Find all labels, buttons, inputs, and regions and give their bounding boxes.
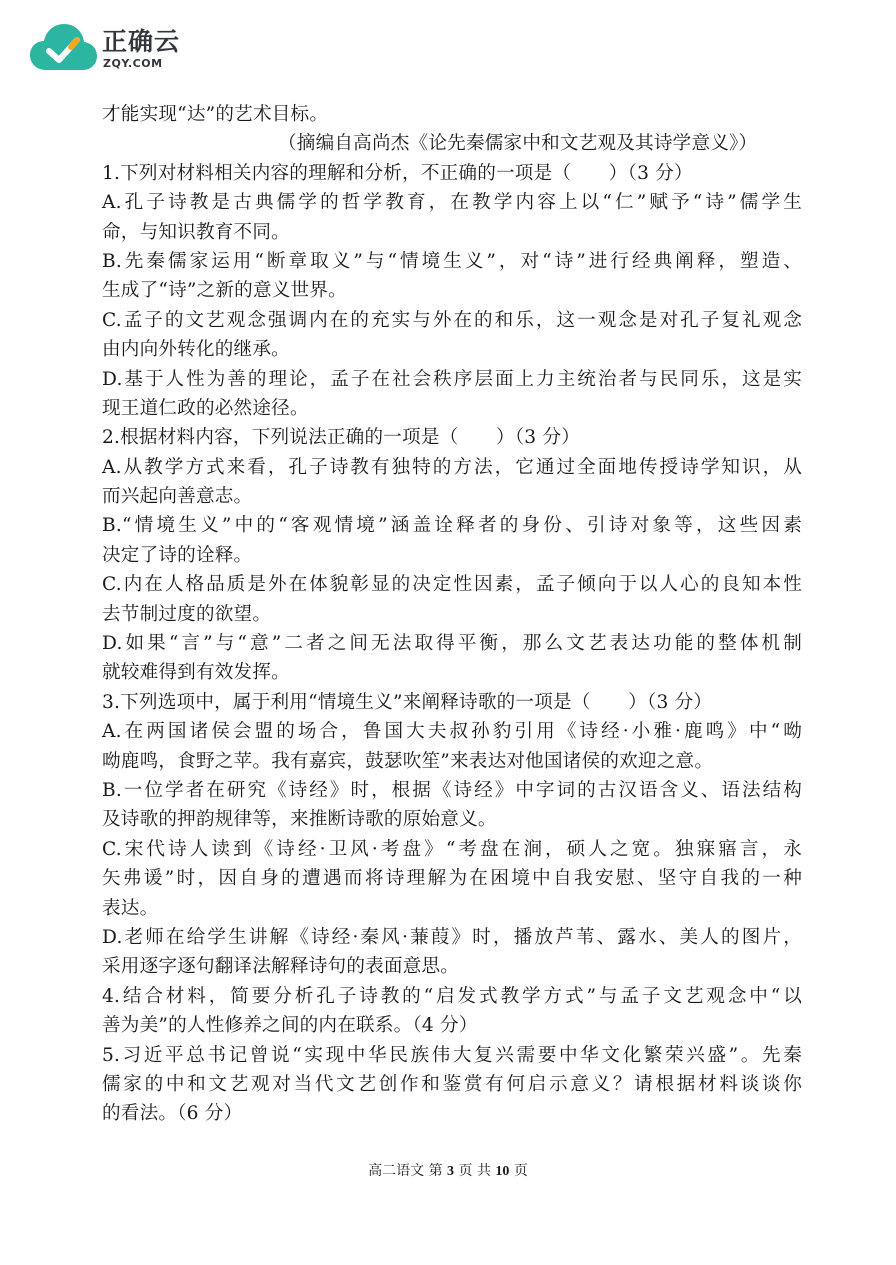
q1-option-b: B.先秦儒家运用“断章取义”与“情境生义”，对“诗”进行经典阐释，塑造、 bbox=[102, 250, 802, 272]
logo-name: 正确云 bbox=[102, 27, 181, 56]
source-citation: （摘编自高尚杰《论先秦儒家中和文艺观及其诗学意义》） bbox=[278, 133, 758, 155]
q3-option-a: A.在两国诸侯会盟的场合，鲁国大夫叔孙豹引用《诗经·小雅·鹿鸣》中“呦 bbox=[102, 721, 802, 743]
document-body bbox=[102, 100, 802, 1129]
q2-option-a-cont: 而兴起向善意志。 bbox=[102, 486, 253, 508]
page-footer bbox=[0, 1160, 896, 1180]
q2-option-b: B.“情境生义”中的“客观情境”涵盖诠释者的身份、引诗对象等，这些因素 bbox=[102, 515, 802, 537]
q3-option-a-cont: 呦鹿鸣，食野之苹。我有嘉宾，鼓瑟吹笙”来表达对他国诸侯的欢迎之意。 bbox=[102, 750, 714, 772]
cloud-check-icon bbox=[30, 22, 98, 74]
footer-page-number: 3 bbox=[447, 1164, 455, 1179]
q3-option-c-end: 表达。 bbox=[102, 897, 159, 919]
q1-option-c-cont: 由内向外转化的继承。 bbox=[102, 339, 290, 361]
q2-option-d: D.如果“言”与“意”二者之间无法取得平衡，那么文艺表达功能的整体机制 bbox=[102, 633, 802, 655]
q1-option-c: C.孟子的文艺观念强调内在的充实与外在的和乐，这一观念是对孔子复礼观念 bbox=[102, 309, 802, 331]
q2-option-a: A.从教学方式来看，孔子诗教有独特的方法，它通过全面地传授诗学知识，从 bbox=[102, 456, 802, 478]
q2-option-d-cont: 就较难得到有效发挥。 bbox=[102, 662, 290, 684]
q3-option-b: B.一位学者在研究《诗经》时，根据《诗经》中字词的古汉语含义、语法结构 bbox=[102, 779, 802, 801]
q3-option-c-cont: 矢弗谖”时，因自身的遭遇而将诗理解为在困境中自我安慰、坚守自我的一种 bbox=[102, 868, 802, 890]
q3-option-d-cont: 采用逐字逐句翻译法解释诗句的表面意思。 bbox=[102, 956, 460, 978]
q1-option-a-cont: 命，与知识教育不同。 bbox=[102, 221, 290, 243]
footer-middle: 页 共 bbox=[454, 1163, 496, 1179]
q1-option-d-cont: 现王道仁政的必然途径。 bbox=[102, 397, 309, 419]
text-line: 才能实现“达”的艺术目标。 bbox=[102, 104, 329, 125]
question-5-stem: 5.习近平总书记曾说“实现中华民族伟大复兴需要中华文化繁荣兴盛”。先秦 bbox=[102, 1044, 802, 1066]
footer-suffix: 页 bbox=[509, 1163, 528, 1179]
question-5-end: 的看法。（6 分） bbox=[102, 1103, 243, 1125]
q1-option-b-cont: 生成了“诗”之新的意义世界。 bbox=[102, 280, 347, 302]
q1-option-a: A.孔子诗教是古典儒学的哲学教育，在教学内容上以“仁”赋予“诗”儒学生 bbox=[102, 192, 802, 214]
question-1-stem: 1.下列对材料相关内容的理解和分析，不正确的一项是（ ）（3 分） bbox=[102, 162, 693, 184]
q3-option-c: C.宋代诗人读到《诗经·卫风·考盘》“考盘在涧，硕人之宽。独寐寤言，永 bbox=[102, 838, 802, 860]
question-5-cont: 儒家的中和文艺观对当代文艺创作和鉴赏有何启示意义？请根据材料谈谈你 bbox=[102, 1073, 802, 1095]
q3-option-b-cont: 及诗歌的押韵规律等，来推断诗歌的原始意义。 bbox=[102, 809, 497, 831]
q2-option-b-cont: 决定了诗的诠释。 bbox=[102, 544, 253, 566]
logo-domain: ZQY.COM bbox=[103, 57, 163, 70]
q2-option-c-cont: 去节制过度的欲望。 bbox=[102, 603, 272, 625]
question-3-stem: 3.下列选项中，属于利用“情境生义”来阐释诗歌的一项是（ ）（3 分） bbox=[102, 691, 713, 713]
zqy-logo bbox=[30, 22, 190, 80]
question-4-cont: 善为美”的人性修养之间的内在联系。（4 分） bbox=[102, 1015, 478, 1037]
question-2-stem: 2.根据材料内容，下列说法正确的一项是（ ）（3 分） bbox=[102, 427, 581, 449]
question-4-stem: 4.结合材料，简要分析孔子诗教的“启发式教学方式”与孟子文艺观念中“以 bbox=[102, 985, 802, 1007]
q1-option-d: D.基于人性为善的理论，孟子在社会秩序层面上力主统治者与民同乐，这是实 bbox=[102, 368, 802, 390]
q2-option-c: C.内在人格品质是外在体貌彰显的决定性因素，孟子倾向于以人心的良知本性 bbox=[102, 574, 802, 596]
footer-total-pages: 10 bbox=[495, 1164, 510, 1179]
footer-prefix: 高二语文 第 bbox=[368, 1163, 448, 1179]
q3-option-d: D.老师在给学生讲解《诗经·秦风·蒹葭》时，播放芦苇、露水、美人的图片， bbox=[102, 926, 802, 948]
